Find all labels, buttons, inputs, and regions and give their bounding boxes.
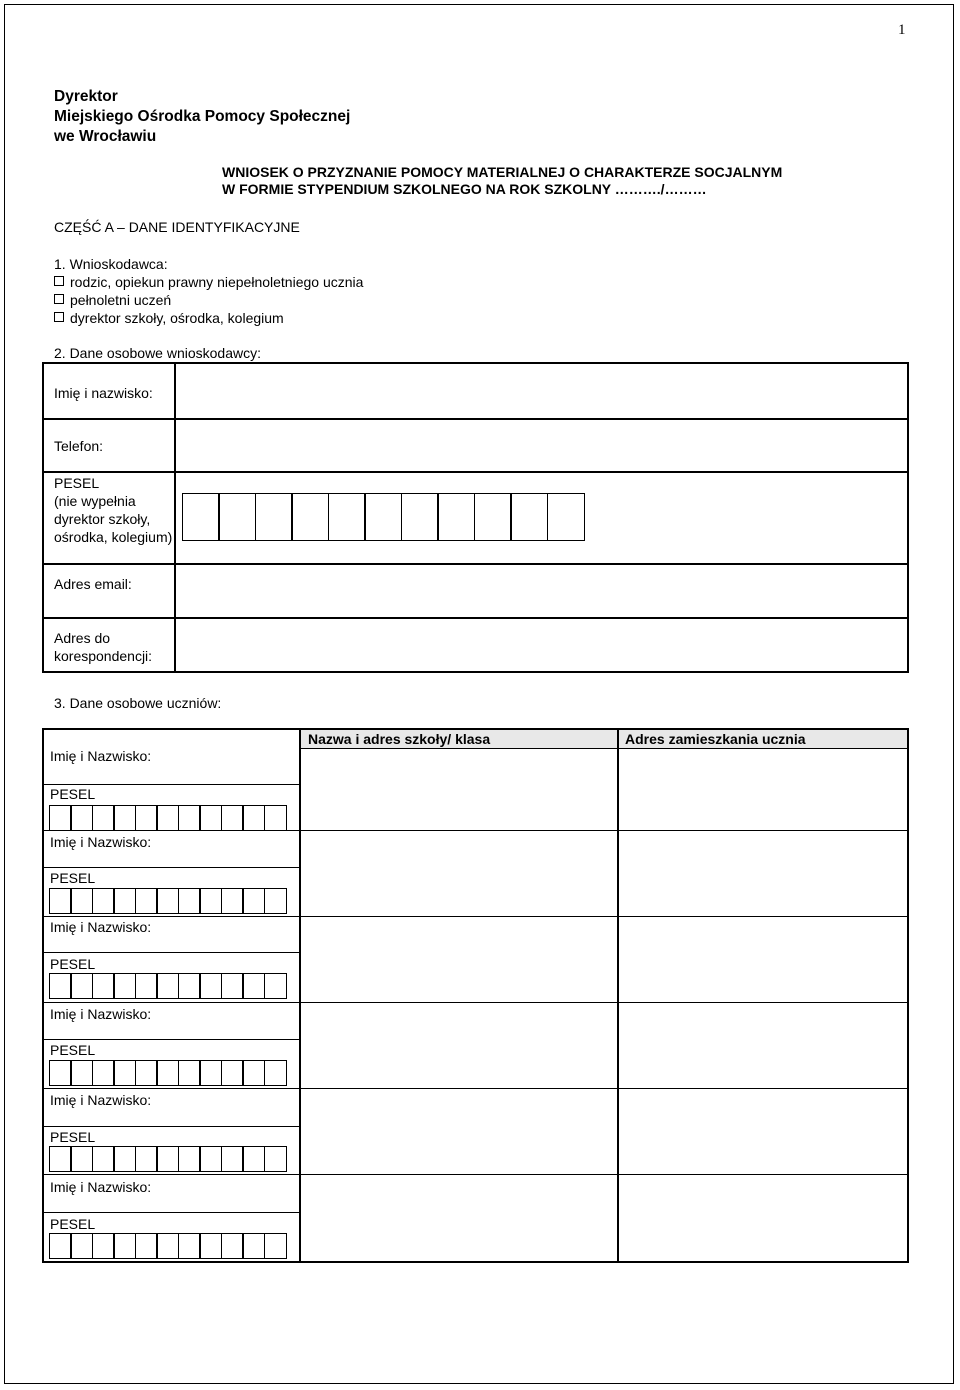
student-pesel-label: PESEL [50,786,96,802]
pesel-note: dyrektor szkoły, [54,511,151,527]
addressee-line: Dyrektor [54,88,118,105]
pesel-digit-box[interactable] [264,1146,287,1172]
row-divider [44,418,907,420]
pesel-digit-box[interactable] [242,973,265,999]
pesel-digit-box[interactable] [92,1146,115,1172]
pesel-digit-box[interactable] [70,1233,93,1259]
pesel-digit-box[interactable] [242,1233,265,1259]
part-heading: CZĘŚĆ A – DANE IDENTYFIKACYJNE [54,219,300,235]
pesel-digit-box[interactable] [113,1233,136,1259]
pesel-digit-box[interactable] [156,805,179,831]
student-row-divider [44,1174,907,1175]
page-number: 1 [898,22,906,38]
pesel-digit-box[interactable] [242,1146,265,1172]
pesel-digit-box[interactable] [113,1146,136,1172]
student-name-label: Imię i Nazwisko: [50,1006,152,1022]
row-divider [44,784,299,785]
address-column-header: Adres zamieszkania ucznia [625,731,806,747]
applicant-data-table [42,362,909,673]
student-pesel-boxes[interactable] [50,1060,287,1086]
pesel-digit-box[interactable] [242,1060,265,1086]
option-parent[interactable] [54,273,363,291]
email-label: Adres email: [54,576,132,592]
pesel-digit-box[interactable] [221,805,244,831]
pesel-digit-box[interactable] [70,888,93,914]
pesel-digit-box[interactable] [113,888,136,914]
student-pesel-boxes[interactable] [50,888,287,914]
pesel-digit-box[interactable] [135,1233,158,1259]
pesel-digit-box[interactable] [178,1233,201,1259]
pesel-digit-box[interactable] [199,1233,222,1259]
pesel-digit-box[interactable] [156,888,179,914]
student-pesel-boxes[interactable] [50,1233,287,1259]
checkbox-icon[interactable] [54,276,64,286]
corr-label-line: korespondencji: [54,648,153,664]
row-divider [44,1126,299,1127]
section-heading: 1. Wnioskodawca: [54,256,168,272]
pesel-digit-box[interactable] [328,493,366,541]
pesel-note: ośrodka, kolegium) [54,529,173,545]
option-adult-student[interactable] [54,291,363,309]
pesel-digit-box[interactable] [70,805,93,831]
option-label: dyrektor szkoły, ośrodka, kolegium [70,310,284,326]
pesel-digit-box[interactable] [510,493,548,541]
pesel-digit-box[interactable] [199,973,222,999]
pesel-digit-box[interactable] [178,888,201,914]
option-label: pełnoletni uczeń [70,292,172,308]
phone-label: Telefon: [54,438,104,454]
pesel-digit-box[interactable] [178,805,201,831]
title-line: W FORMIE STYPENDIUM SZKOLNEGO NA ROK SZKOLNY ………./……… [222,181,707,197]
student-name-label: Imię i Nazwisko: [50,1092,152,1108]
pesel-digit-box[interactable] [199,1060,222,1086]
pesel-digit-box[interactable] [49,1146,72,1172]
pesel-digit-box[interactable] [156,973,179,999]
title-line: WNIOSEK O PRZYZNANIE POMOCY MATERIALNEJ O CHARAKTERZE SOCJALNYM [222,164,783,180]
corr-address-label [54,629,152,665]
row-divider [44,952,299,953]
student-pesel-label: PESEL [50,1216,96,1232]
pesel-digit-box[interactable] [221,1060,244,1086]
pesel-digit-box[interactable] [49,1233,72,1259]
option-director[interactable] [54,309,363,327]
checkbox-icon[interactable] [54,312,64,322]
pesel-digit-box[interactable] [199,1146,222,1172]
student-pesel-label: PESEL [50,1129,96,1145]
pesel-digit-box[interactable] [242,805,265,831]
student-name-label: Imię i Nazwisko: [50,919,152,935]
student-row-divider [44,1002,907,1003]
pesel-digit-box[interactable] [221,1233,244,1259]
student-pesel-boxes[interactable] [50,1146,287,1172]
pesel-digit-box[interactable] [264,888,287,914]
form-title [222,164,782,198]
pesel-digit-box[interactable] [49,973,72,999]
pesel-digit-box[interactable] [178,1060,201,1086]
pesel-digit-box[interactable] [401,493,439,541]
pesel-digit-box[interactable] [221,888,244,914]
student-row-divider [44,916,907,917]
pesel-digit-box[interactable] [182,493,220,541]
pesel-digit-box[interactable] [49,888,72,914]
pesel-digit-box[interactable] [156,1060,179,1086]
pesel-digit-box[interactable] [178,973,201,999]
column-divider [174,364,176,671]
checkbox-icon[interactable] [54,294,64,304]
pesel-digit-box[interactable] [178,1146,201,1172]
pesel-digit-box[interactable] [135,1060,158,1086]
pesel-digit-box[interactable] [156,1233,179,1259]
corr-label-line: Adres do [54,630,111,646]
pesel-digit-box[interactable] [242,888,265,914]
student-pesel-boxes[interactable] [50,973,287,999]
pesel-digit-box[interactable] [199,888,222,914]
pesel-digit-box[interactable] [264,973,287,999]
students-table [42,728,909,1263]
student-pesel-label: PESEL [50,956,96,972]
pesel-label: PESEL [54,475,100,491]
pesel-digit-box[interactable] [264,1233,287,1259]
pesel-digit-box[interactable] [113,1060,136,1086]
pesel-digit-box[interactable] [221,1146,244,1172]
pesel-digit-box[interactable] [264,1060,287,1086]
addressee-line: Miejskiego Ośrodka Pomocy Społecznej [54,108,351,125]
pesel-digit-box[interactable] [199,805,222,831]
school-column-header: Nazwa i adres szkoły/ klasa [308,731,491,747]
addressee-block [54,87,350,147]
student-row-divider [44,1088,907,1089]
row-divider [44,471,907,473]
row-divider [44,563,907,565]
pesel-digit-box[interactable] [113,973,136,999]
pesel-digit-box[interactable] [49,805,72,831]
pesel-digit-box[interactable] [92,1060,115,1086]
section-heading: 3. Dane osobowe uczniów: [54,695,222,711]
student-pesel-label: PESEL [50,870,96,886]
pesel-digit-box[interactable] [92,888,115,914]
pesel-digit-box[interactable] [547,493,585,541]
pesel-digit-box[interactable] [92,805,115,831]
pesel-digit-box[interactable] [135,1146,158,1172]
pesel-label-block [54,474,172,546]
pesel-digit-box[interactable] [135,888,158,914]
pesel-note: (nie wypełnia [54,493,136,509]
section-heading: 2. Dane osobowe wnioskodawcy: [54,345,262,361]
pesel-digit-box[interactable] [221,973,244,999]
applicant-section [54,255,363,327]
pesel-digit-box[interactable] [113,805,136,831]
pesel-digit-box[interactable] [156,1146,179,1172]
row-divider [44,867,299,868]
pesel-digit-box[interactable] [364,493,402,541]
addressee-line: we Wrocławiu [54,128,157,145]
row-divider [44,617,907,619]
student-name-label: Imię i Nazwisko: [50,1179,152,1195]
student-name-label: Imię i Nazwisko: [50,748,152,764]
pesel-digit-box[interactable] [264,805,287,831]
row-divider [44,1039,299,1040]
pesel-digit-box[interactable] [474,493,512,541]
name-label: Imię i nazwisko: [54,385,153,401]
pesel-digit-box[interactable] [70,1060,93,1086]
pesel-digit-box[interactable] [135,805,158,831]
pesel-digit-box[interactable] [92,973,115,999]
column-divider [617,730,619,1261]
student-pesel-boxes[interactable] [50,805,287,831]
pesel-digit-box[interactable] [70,973,93,999]
student-pesel-label: PESEL [50,1042,96,1058]
student-name-label: Imię i Nazwisko: [50,834,152,850]
row-divider [44,1212,299,1213]
pesel-digit-box[interactable] [135,973,158,999]
pesel-digit-box[interactable] [255,493,293,541]
pesel-digit-box[interactable] [291,493,329,541]
student-row-divider [44,830,907,831]
pesel-digit-box[interactable] [437,493,475,541]
pesel-digit-box[interactable] [70,1146,93,1172]
pesel-digit-box[interactable] [49,1060,72,1086]
option-label: rodzic, opiekun prawny niepełnoletniego ucznia [70,274,364,290]
column-divider [299,730,301,1261]
pesel-digit-box[interactable] [218,493,256,541]
pesel-digit-box[interactable] [92,1233,115,1259]
applicant-pesel-boxes[interactable] [183,493,585,541]
